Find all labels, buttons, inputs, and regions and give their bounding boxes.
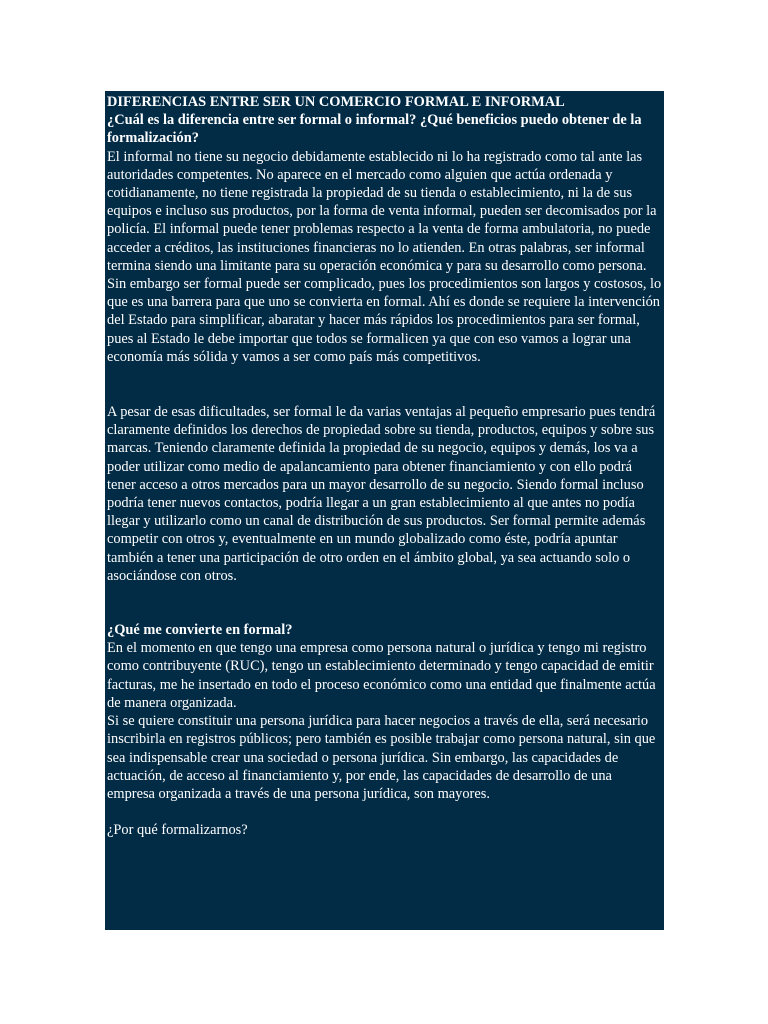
question-why-formalize: ¿Por qué formalizarnos? <box>107 822 248 839</box>
paragraph-advantages: claramente definidos los derechos de propiedad sobre su tienda, productos, equipos y sobre sus marcas. Teniendo claramente definida la propiedad de su negocio, equipos y demás, los va a poder utilizar como medio de apalancamiento para obtener financiamiento y con ello podrá tener acceso a otros mercados para un mayor desarrollo de su negocio. Siendo formal incluso podría tener nuevos contactos, podría llegar a un gran establecimiento al que antes no podía llegar y utilizarlo como un canal de distribución de sus productos. Ser formal permite además competir con otros y, eventualmente en un mundo globalizado como éste, podría apuntar también a tener una participación de otro orden en el ámbito global, ya sea actuando solo o asociándose con otros. <box>107 422 655 584</box>
paragraph-legal-entity: Si se quiere constituir una persona jurídica para hacer negocios a través de ella, será necesario inscribirla en registros públicos; pero también es posible trabajar como persona natural, sin que sea indispensable crear una sociedad o persona jurídica. Sin embargo, las capacidades de actuación, de acceso al financiamiento y, por ende, las capacidades de desarrollo de una empresa organizada a través de una persona jurídica, son mayores. <box>107 713 656 802</box>
paragraph-advantages-intro: A pesar de esas dificultades, ser formal le da varias ventajas al pequeño empresario pues tendrá <box>107 404 656 421</box>
paragraph-formal-complicated: Sin embargo ser formal puede ser complicado, pues los procedimientos son largos y costosos, lo que es una barrera para que uno se convierta en formal. Ahí es donde se requiere la intervención del Estado para simplificar, abaratar y hacer más rápidos los procedimientos para ser formal, pues al Estado le debe importar que todos se formalicen ya que con eso vamos a lograr una economía más sólida y vamos a ser como país más competitivos. <box>107 276 662 365</box>
document-panel <box>105 91 664 930</box>
spacer <box>107 585 662 621</box>
paragraph-informal-description: El informal no tiene su negocio debidamente establecido ni lo ha registrado como tal ante las autoridades competentes. No aparece en el mercado como alguien que actúa ordenada y cotidianamente, no tiene registrada la propiedad de su tienda o establecimiento, ni la de sus equipos e incluso sus productos, por la forma de venta informal, pueden ser decomisados por la policía. El informal puede tener problemas respecto a la venta de forma ambulatoria, no puede acceder a créditos, las instituciones financieras no lo atienden. En otras palabras, ser informal termina siendo una limitante para su operación económica y para su desarrollo como persona. <box>107 148 657 274</box>
spacer <box>107 803 662 821</box>
question-what-makes-formal: ¿Qué me convierte en formal? <box>107 622 293 639</box>
document-title: DIFERENCIAS ENTRE SER UN COMERCIO FORMAL E INFORMAL <box>107 94 565 110</box>
question-difference-formal-informal: ¿Cuál es la diferencia entre ser formal o informal? ¿Qué beneficios puedo obtener de la formalización? <box>107 112 642 147</box>
spacer <box>107 366 662 403</box>
paragraph-becoming-formal: En el momento en que tengo una empresa como persona natural o jurídica y tengo mi registro como contribuyente (RUC), tengo un establecimiento determinado y tengo capacidad de emitir facturas, me he insertado en todo el proceso económico como una entidad que finalmente actúa de manera organizada. <box>107 640 656 711</box>
